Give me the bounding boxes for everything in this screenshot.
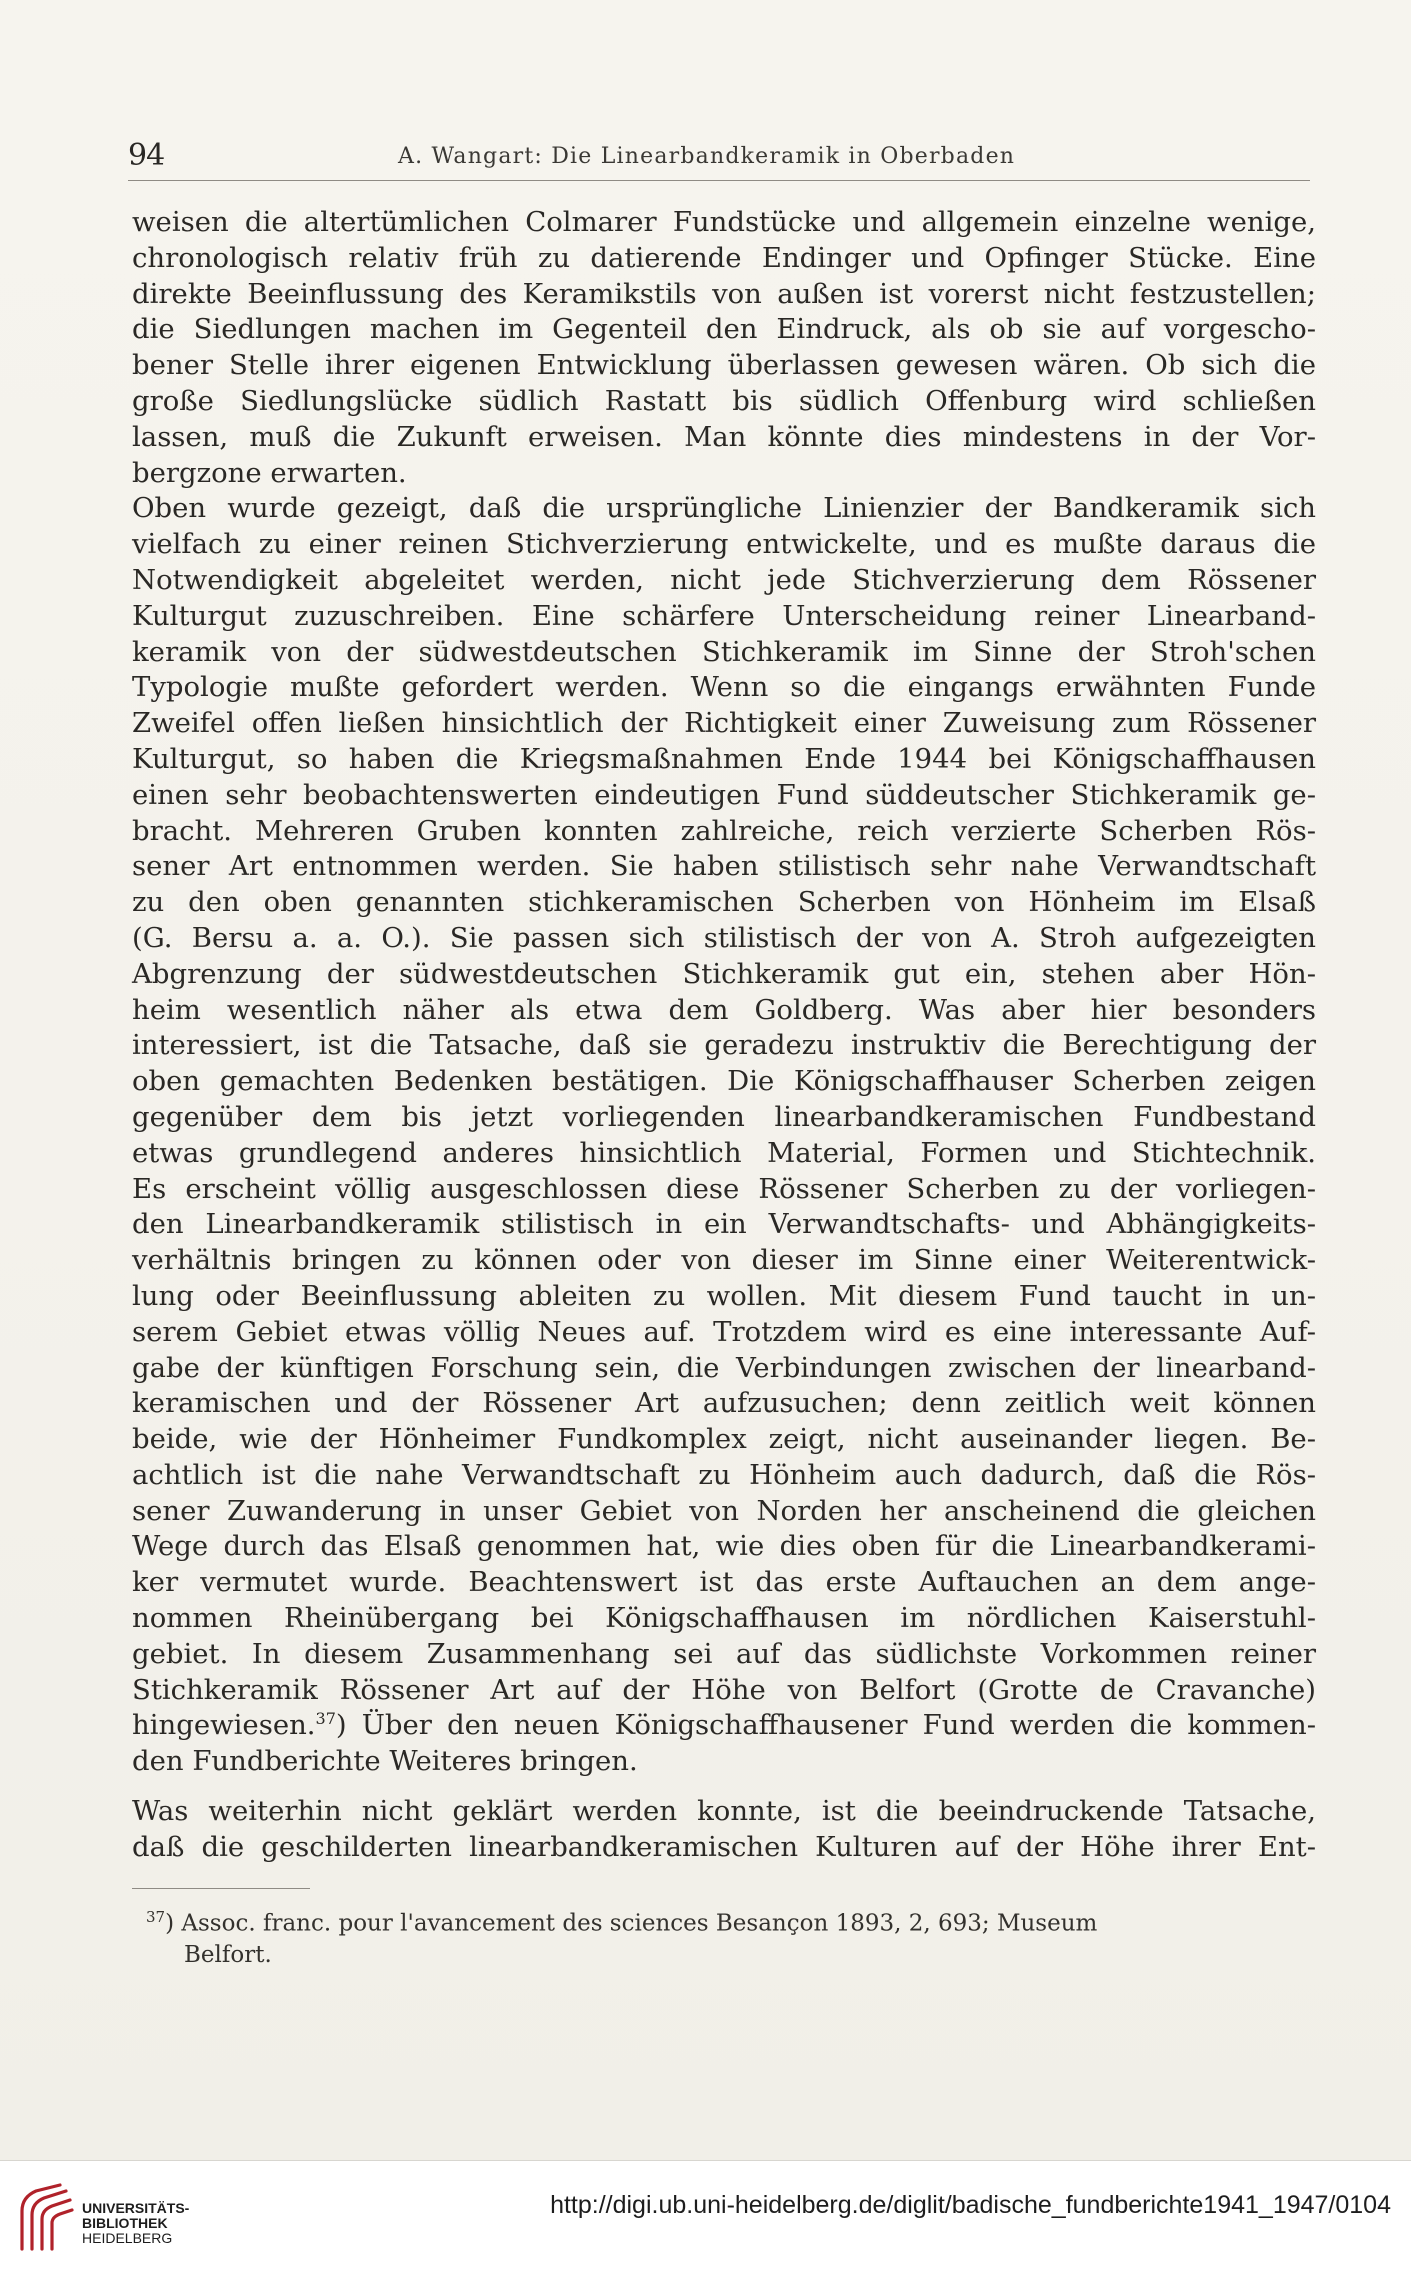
running-head — [128, 136, 1310, 181]
text-line: etwas grundlegend anderes hinsichtlich Material, Formen und Stichtechnik. — [132, 1136, 1316, 1169]
text-line: direkte Beeinflussung des Keramikstils von außen ist vorerst nicht festzustellen; — [132, 277, 1316, 310]
text-line: bracht. Mehreren Gruben konnten zahlreiche, reich verzierte Scherben Rös- — [132, 814, 1316, 847]
text-line: daß die geschilderten linearbandkeramischen Kulturen auf der Höhe ihrer Ent- — [132, 1830, 1316, 1863]
text-line: Abgrenzung der südwestdeutschen Stichkeramik gut ein, stehen aber Hön- — [132, 957, 1316, 990]
footnote-rule — [132, 1888, 310, 1889]
text-line: große Siedlungslücke südlich Rastatt bis südlich Offenburg wird schließen — [132, 384, 1316, 417]
running-title: A. Wangart: Die Linearbandkeramik in Oberbaden — [398, 144, 1016, 169]
text-line: verhältnis bringen zu können oder von dieser im Sinne einer Weiterentwick- — [132, 1244, 1316, 1277]
text-fragment: hingewiesen. — [132, 1709, 316, 1742]
paragraph-1 — [132, 205, 1316, 491]
text-line: lassen, muß die Zukunft erweisen. Man könnte dies mindestens in der Vor- — [132, 420, 1316, 453]
text-line: ker vermutet wurde. Beachtenswert ist das erste Auftauchen an dem ange- — [132, 1566, 1316, 1599]
footnote-reference[interactable]: 37 — [315, 1709, 336, 1729]
page-number: 94 — [128, 138, 165, 173]
text-line: einen sehr beobachtenswerten eindeutigen Fund süddeutscher Stichkeramik ge- — [132, 778, 1316, 811]
text-line-with-footnote — [132, 1708, 1316, 1744]
text-line: keramischen und der Rössener Art aufzusuchen; denn zeitlich weit können — [132, 1387, 1316, 1420]
paragraph-gap — [132, 1780, 1316, 1794]
footnote-mark: 37 — [146, 1908, 166, 1926]
text-line: keramik von der südwestdeutschen Stichkeramik im Sinne der Stroh'schen — [132, 635, 1316, 668]
digitization-footer — [0, 2160, 1411, 2274]
text-line: den Fundberichte Weiteres bringen. — [132, 1745, 638, 1778]
text-line: zu den oben genannten stichkeramischen Scherben von Hönheim im Elsaß — [132, 886, 1316, 919]
footnote-line — [146, 1902, 1276, 1940]
text-line: achtlich ist die nahe Verwandtschaft zu Hönheim auch dadurch, daß die Rös- — [132, 1458, 1316, 1491]
text-line: weisen die altertümlichen Colmarer Fundstücke und allgemein einzelne wenige, — [132, 206, 1316, 238]
text-line: Oben wurde gezeigt, daß die ursprüngliche Linienzier der Bandkeramik sich — [132, 492, 1316, 525]
library-name-line: UNIVERSITÄTS- — [82, 2200, 190, 2216]
text-line: serem Gebiet etwas völlig Neues auf. Trotzdem wird es eine interessante Auf- — [132, 1315, 1316, 1348]
library-name-line: HEIDELBERG — [82, 2230, 173, 2246]
source-url-link[interactable]: http://digi.ub.uni-heidelberg.de/diglit/badische_fundberichte1941_1947/0104 — [550, 2191, 1391, 2219]
body-text — [132, 205, 1316, 1866]
text-line: Was weiterhin nicht geklärt werden konnte, ist die beeindruckende Tatsache, — [132, 1795, 1316, 1828]
text-line: lung oder Beeinflussung ableiten zu wollen. Mit diesem Fund taucht in un- — [132, 1279, 1316, 1312]
text-line: Typologie mußte gefordert werden. Wenn so die eingangs erwähnten Funde — [132, 671, 1316, 704]
text-line: beide, wie der Hönheimer Fundkomplex zeigt, nicht auseinander liegen. Be- — [132, 1423, 1316, 1456]
footnote-text: ) Assoc. franc. pour l'avancement des sciences Besançon 1893, 2, 693; Museum — [165, 1910, 1098, 1937]
text-line: Kulturgut, so haben die Kriegsmaßnahmen Ende 1944 bei Königschaffhausen — [132, 742, 1316, 775]
text-line: (G. Bersu a. a. O.). Sie passen sich stilistisch der von A. Stroh aufgezeigten — [132, 921, 1316, 954]
text-line: Wege durch das Elsaß genommen hat, wie dies oben für die Linearbandkerami- — [132, 1530, 1316, 1563]
text-line: nommen Rheinübergang bei Königschaffhausen im nördlichen Kaiserstuhl- — [132, 1602, 1316, 1635]
text-line: den Linearbandkeramik stilistisch in ein Verwandtschafts- und Abhängigkeits- — [132, 1208, 1316, 1241]
text-line: Kulturgut zuzuschreiben. Eine schärfere Unterscheidung reiner Linearband- — [132, 599, 1316, 632]
paragraph-3 — [132, 1794, 1316, 1866]
text-line: oben gemachten Bedenken bestätigen. Die Königschaffhauser Scherben zeigen — [132, 1065, 1316, 1098]
text-line: sener Art entnommen werden. Sie haben stilistisch sehr nahe Verwandtschaft — [132, 850, 1316, 883]
footnote-37 — [146, 1902, 1276, 1971]
text-line: heim wesentlich näher als etwa dem Goldberg. Was aber hier besonders — [132, 993, 1316, 1026]
text-line: sener Zuwanderung in unser Gebiet von Norden her anscheinend die gleichen — [132, 1494, 1316, 1527]
text-line: Es erscheint völlig ausgeschlossen diese Rössener Scherben zu der vorliegen- — [132, 1172, 1316, 1205]
text-line: die Siedlungen machen im Gegenteil den Eindruck, als ob sie auf vorgescho- — [132, 313, 1316, 346]
paragraph-2 — [132, 491, 1316, 1780]
text-line: Notwendigkeit abgeleitet werden, nicht jede Stichverzierung dem Rössener — [132, 563, 1316, 596]
text-line: chronologisch relativ früh zu datierende Endinger und Opfinger Stücke. Eine — [132, 241, 1316, 274]
footnote-line: Belfort. — [184, 1941, 272, 1968]
text-line: gegenüber dem bis jetzt vorliegenden linearbandkeramischen Fundbestand — [132, 1100, 1316, 1133]
library-name-line: BIBLIOTHEK — [82, 2215, 168, 2231]
text-line: Zweifel offen ließen hinsichtlich der Richtigkeit einer Zuweisung zum Rössener — [132, 707, 1316, 740]
text-fragment: ) Über den neuen Königschaffhausener Fund werden die kommen- — [335, 1709, 1316, 1742]
library-name — [82, 2201, 189, 2246]
text-line: gabe der künftigen Forschung sein, die Verbindungen zwischen der linearband- — [132, 1351, 1316, 1384]
text-line: bener Stelle ihrer eigenen Entwicklung überlassen gewesen wären. Ob sich die — [132, 349, 1316, 382]
text-line: vielfach zu einer reinen Stichverzierung entwickelte, und es mußte daraus die — [132, 528, 1316, 561]
text-line: interessiert, ist die Tatsache, daß sie geradezu instruktiv die Berechtigung der — [132, 1029, 1316, 1062]
text-line: Stichkeramik Rössener Art auf der Höhe von Belfort (Grotte de Cravanche) — [132, 1673, 1316, 1706]
text-line: bergzone erwarten. — [132, 456, 407, 489]
text-line: gebiet. In diesem Zusammenhang sei auf das südlichste Vorkommen reiner — [132, 1637, 1316, 1670]
university-library-logo-icon[interactable] — [14, 2183, 74, 2253]
